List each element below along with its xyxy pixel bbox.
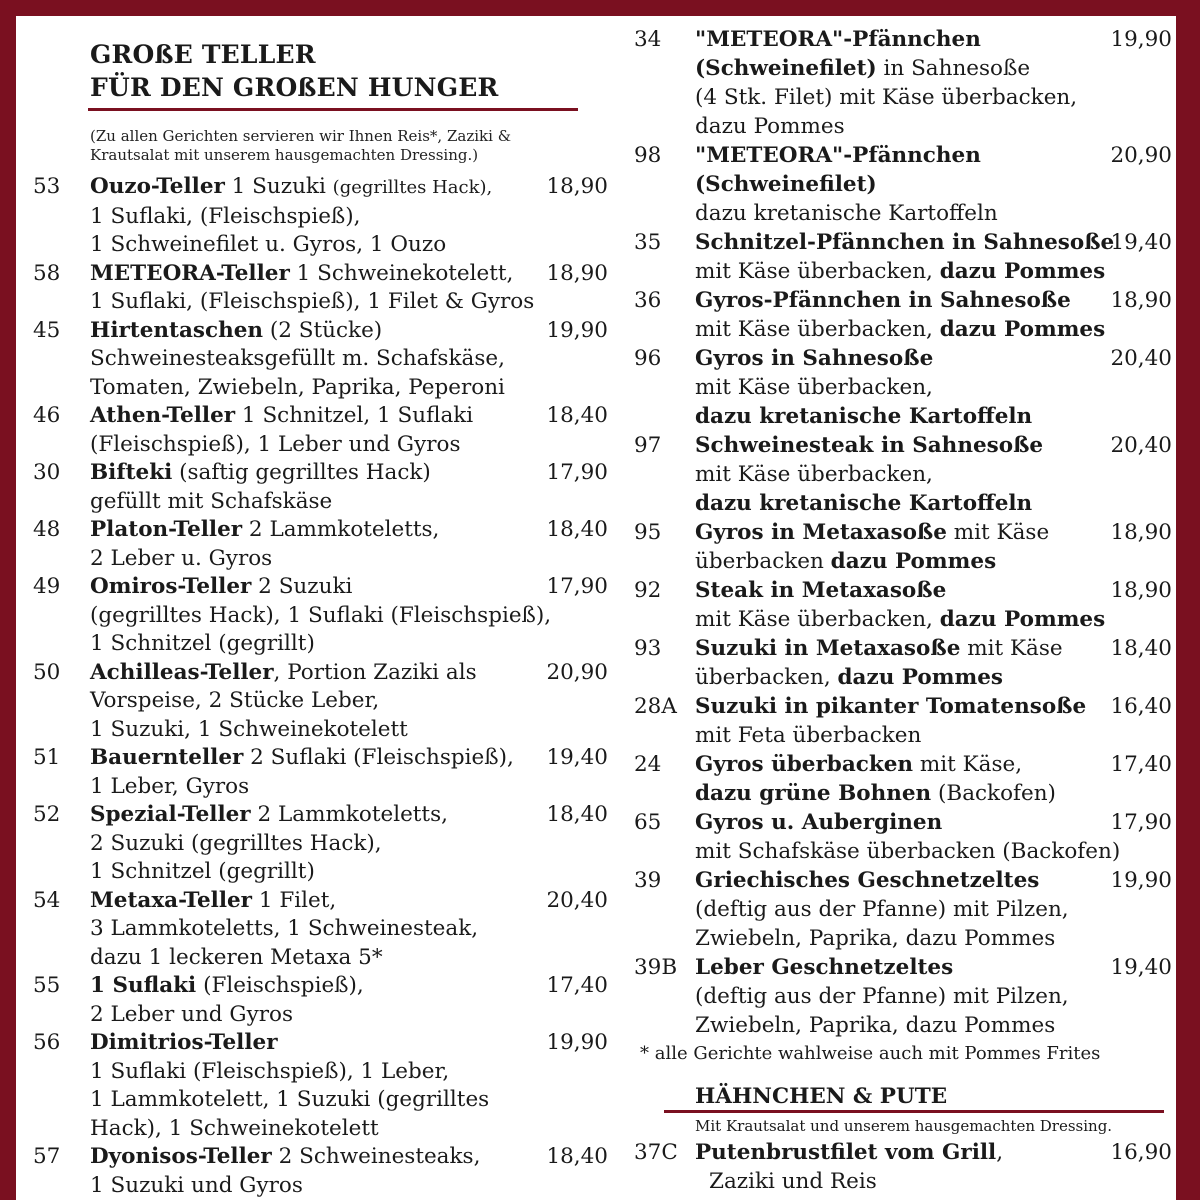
item-name: dazu grüne Bohnen xyxy=(695,781,932,806)
item-price: 18,90 xyxy=(546,174,608,199)
item-detail: 1 Schnitzel, 1 Suflaki xyxy=(235,403,474,428)
item-price: 16,40 xyxy=(1110,694,1172,719)
menu-item xyxy=(30,1143,608,1200)
menu-item xyxy=(620,25,1172,141)
item-highlight: dazu kretanische Kartoffeln xyxy=(695,491,1033,516)
item-number: 96 xyxy=(634,346,662,371)
item-first-line xyxy=(90,887,608,916)
item-number: 65 xyxy=(634,810,662,835)
item-detail: (Backofen) xyxy=(931,781,1056,806)
item-detail-line: 1 Suflaki, (Fleischspieß), xyxy=(90,203,361,229)
item-name: Schweinesteak in Sahnesoße xyxy=(695,433,1044,458)
item-name: Ouzo-Teller xyxy=(90,174,225,199)
item-price: 18,40 xyxy=(546,802,608,827)
item-name: Suzuki in Metaxasoße xyxy=(695,636,961,661)
item-line xyxy=(695,982,1172,1011)
item-line xyxy=(695,489,1172,518)
item-detail: überbacken xyxy=(695,549,831,574)
item-description xyxy=(90,887,608,973)
item-price: 18,40 xyxy=(546,517,608,542)
item-price: 19,90 xyxy=(546,317,608,343)
item-number: 92 xyxy=(634,578,662,603)
item-name: Bauernteller xyxy=(90,745,244,770)
menu-item xyxy=(30,459,608,516)
item-price: 20,40 xyxy=(1110,346,1172,371)
item-first-line xyxy=(90,573,608,602)
item-first-line xyxy=(90,459,608,488)
item-description xyxy=(90,1029,608,1143)
item-number: 49 xyxy=(33,574,61,599)
item-line xyxy=(695,83,1172,112)
item-price: 16,90 xyxy=(1110,1140,1172,1165)
item-description xyxy=(695,518,1172,576)
item-price: 18,90 xyxy=(1110,578,1172,603)
item-name: METEORA-Teller xyxy=(90,260,290,286)
item-first-line xyxy=(90,744,608,773)
item-name: 1 Suflaki xyxy=(90,973,197,998)
item-detail: mit Käse überbacken, xyxy=(695,607,940,632)
note-line-1: (Zu allen Gerichten servieren wir Ihnen Reis*, Zaziki & xyxy=(90,127,512,145)
item-first-line xyxy=(90,659,608,688)
item-description xyxy=(90,173,608,260)
menu-item xyxy=(30,659,608,745)
menu-item xyxy=(30,573,608,659)
item-detail-line: 1 Lammkotelett, 1 Suzuki (gegrilltes xyxy=(90,1087,490,1112)
item-line xyxy=(695,895,1172,924)
item-number: 36 xyxy=(634,288,662,313)
item-detail: (saftig gegrilltes Hack) xyxy=(172,460,431,485)
item-detail: (4 Stk. Filet) mit Käse überbacken, xyxy=(695,85,1078,110)
item-detail: 1 Filet, xyxy=(252,887,337,913)
item-line xyxy=(695,141,1172,170)
item-name: Omiros-Teller xyxy=(90,574,252,599)
item-detail: mit Käse überbacken, xyxy=(695,462,933,487)
item-detail: mit Käse xyxy=(946,520,1050,545)
item-price: 20,90 xyxy=(1110,143,1172,168)
menu-item xyxy=(620,866,1172,953)
note-line-2: Krautsalat mit unserem hausgemachten Dressing.) xyxy=(90,146,479,164)
item-detail: mit Käse überbacken, xyxy=(695,317,940,342)
item-description xyxy=(695,431,1172,518)
item-description xyxy=(90,402,608,459)
menu-item xyxy=(620,808,1172,866)
menu-item xyxy=(30,801,608,887)
item-line xyxy=(695,199,1172,228)
menu-item xyxy=(620,953,1172,1040)
item-description xyxy=(695,953,1172,1040)
section-note xyxy=(90,127,608,165)
item-description xyxy=(90,659,608,745)
item-name: Griechisches Geschnetzeltes xyxy=(695,868,1040,893)
item-number: 24 xyxy=(634,752,662,777)
item-line xyxy=(695,576,1172,605)
menu-item xyxy=(620,344,1172,431)
item-description xyxy=(695,141,1172,228)
item-line xyxy=(695,866,1172,895)
item-description xyxy=(90,317,608,403)
item-number: 28A xyxy=(634,694,677,719)
item-detail: 2 Suflaki (Fleischspieß), xyxy=(243,745,514,770)
item-line xyxy=(695,837,1172,866)
item-detail-small: (gegrilltes Hack), xyxy=(332,177,493,198)
menu-item xyxy=(620,286,1172,344)
menu-item xyxy=(30,887,608,973)
item-line xyxy=(695,431,1172,460)
item-price: 17,90 xyxy=(546,574,608,599)
item-first-line xyxy=(90,516,608,545)
item-detail-line: Zaziki und Reis xyxy=(709,1169,877,1194)
item-price: 18,40 xyxy=(1110,636,1172,661)
menu-item xyxy=(620,692,1172,750)
menu-item xyxy=(620,518,1172,576)
item-line xyxy=(695,228,1172,257)
item-price: 19,40 xyxy=(546,745,608,770)
menu-item xyxy=(620,141,1172,228)
item-number: 57 xyxy=(33,1144,61,1169)
item-number: 48 xyxy=(33,517,61,542)
item-detail: 1 Suzuki xyxy=(224,174,333,199)
item-name: Platon-Teller xyxy=(90,517,243,542)
item-line xyxy=(695,286,1172,315)
item-line xyxy=(695,315,1172,344)
item-price: 19,40 xyxy=(1110,955,1172,980)
item-line xyxy=(695,112,1172,141)
item-line xyxy=(695,779,1172,808)
item-line xyxy=(695,924,1172,953)
item-line xyxy=(695,460,1172,489)
subsection-heading: HÄHNCHEN & PUTE xyxy=(695,1084,948,1109)
item-detail: dazu kretanische Kartoffeln xyxy=(695,201,998,226)
item-number: 39B xyxy=(634,955,678,980)
item-name: Gyros in Sahnesoße xyxy=(695,346,934,371)
item-price: 17,90 xyxy=(1110,810,1172,835)
item-line xyxy=(695,634,1172,663)
item-line xyxy=(695,518,1172,547)
item-detail-line: (Fleischspieß), 1 Leber und Gyros xyxy=(90,431,461,457)
item-line xyxy=(695,663,1172,692)
menu-item xyxy=(30,402,608,459)
item-price: 18,40 xyxy=(546,403,608,428)
item-detail-line: 1 Suzuki und Gyros xyxy=(90,1172,303,1198)
menu-item xyxy=(620,228,1172,286)
item-detail: mit Käse überbacken, xyxy=(695,375,933,400)
item-name: "METEORA"-Pfännchen xyxy=(695,27,981,52)
item-name: Dimitrios-Teller xyxy=(90,1030,278,1055)
item-detail-line: Schweinesteaksgefüllt m. Schafskäse, xyxy=(90,346,505,371)
subsection-divider xyxy=(664,1110,1164,1113)
item-name: Metaxa-Teller xyxy=(90,887,253,913)
item-number: 46 xyxy=(33,403,61,428)
item-price: 19,90 xyxy=(1110,27,1172,52)
item-number: 93 xyxy=(634,636,662,661)
item-description xyxy=(695,692,1172,750)
menu-item xyxy=(620,576,1172,634)
item-price: 18,40 xyxy=(546,1144,608,1169)
footnote: * alle Gerichte wahlweise auch mit Pommes Frites xyxy=(640,1043,1101,1064)
left-column xyxy=(30,16,608,1200)
item-number: 54 xyxy=(33,887,61,913)
item-description xyxy=(695,228,1172,286)
menu-item xyxy=(30,1029,608,1143)
item-detail-line: 3 Lammkoteletts, 1 Schweinesteak, xyxy=(90,916,479,941)
heading-line-2: FÜR DEN GROßEN HUNGER xyxy=(90,73,499,102)
item-highlight: dazu kretanische Kartoffeln xyxy=(695,404,1033,429)
item-description xyxy=(695,344,1172,431)
item-number: 98 xyxy=(634,143,662,168)
item-description xyxy=(695,1138,1172,1196)
item-detail-line: 1 Suflaki (Fleischspieß), 1 Leber, xyxy=(90,1058,450,1084)
item-line xyxy=(695,25,1172,54)
item-price: 19,90 xyxy=(546,1030,608,1055)
item-detail: mit Käse überbacken, xyxy=(695,259,940,284)
item-number: 51 xyxy=(33,745,61,770)
item-name: (Schweinefilet) xyxy=(695,56,877,81)
section-heading xyxy=(90,38,608,104)
item-description xyxy=(695,25,1172,141)
item-price: 17,40 xyxy=(1110,752,1172,777)
item-number: 95 xyxy=(634,520,662,545)
menu-item xyxy=(30,260,608,317)
item-detail: mit Feta überbacken xyxy=(695,723,922,748)
item-name: Leber Geschnetzeltes xyxy=(695,955,954,980)
item-description xyxy=(695,576,1172,634)
item-detail: , xyxy=(996,1140,1004,1165)
item-detail-line: (gegrilltes Hack), 1 Suflaki (Fleischspieß), xyxy=(90,602,552,628)
item-price: 17,90 xyxy=(546,460,608,485)
heading-line-1: GROßE TELLER xyxy=(90,40,316,69)
item-line xyxy=(695,750,1172,779)
item-number: 58 xyxy=(33,260,61,286)
item-description xyxy=(90,573,608,659)
item-highlight: dazu Pommes xyxy=(939,317,1106,342)
item-detail: 2 Schweinesteaks, xyxy=(271,1144,481,1169)
item-first-line xyxy=(90,173,608,203)
item-detail: überbacken, xyxy=(695,665,838,690)
item-number: 52 xyxy=(33,802,61,827)
item-line xyxy=(695,808,1172,837)
item-detail-line: 1 Schnitzel (gegrillt) xyxy=(90,859,315,884)
menu-page xyxy=(16,16,1176,1200)
item-price: 18,90 xyxy=(1110,520,1172,545)
item-line xyxy=(695,373,1172,402)
item-number: 35 xyxy=(634,230,662,255)
item-detail-line: 1 Schnitzel (gegrillt) xyxy=(90,631,315,656)
item-detail-line: 1 Schweinefilet u. Gyros, 1 Ouzo xyxy=(90,232,447,257)
item-description xyxy=(90,972,608,1029)
item-detail-line: Tomaten, Zwiebeln, Paprika, Peperoni xyxy=(90,374,505,400)
item-line xyxy=(695,692,1172,721)
menu-item xyxy=(620,1138,1172,1196)
menu-item xyxy=(30,972,608,1029)
item-description xyxy=(695,286,1172,344)
item-detail: in Sahnesoße xyxy=(876,56,1031,81)
item-description xyxy=(90,744,608,801)
item-detail-line: Vorspeise, 2 Stücke Leber, xyxy=(90,688,380,713)
right-column xyxy=(620,16,1172,1196)
item-price: 18,90 xyxy=(546,260,608,286)
menu-item xyxy=(30,744,608,801)
item-detail: , Portion Zaziki als xyxy=(273,659,477,685)
item-line xyxy=(695,547,1172,576)
item-name: Achilleas-Teller xyxy=(90,659,274,685)
item-name: Spezial-Teller xyxy=(90,802,251,827)
item-price: 20,40 xyxy=(546,887,608,913)
left-menu-list xyxy=(30,173,608,1200)
item-number: 56 xyxy=(33,1030,61,1055)
item-price: 17,40 xyxy=(546,973,608,998)
item-line xyxy=(695,344,1172,373)
item-first-line xyxy=(90,1029,608,1058)
heading-divider xyxy=(88,108,578,111)
item-description xyxy=(90,459,608,516)
item-highlight: dazu Pommes xyxy=(939,259,1106,284)
item-highlight: dazu Pommes xyxy=(837,665,1004,690)
item-name: "METEORA"-Pfännchen xyxy=(695,143,981,168)
item-first-line xyxy=(90,317,608,346)
item-description xyxy=(90,516,608,573)
item-description xyxy=(90,260,608,317)
item-name: Schnitzel-Pfännchen in Sahnesoße xyxy=(695,230,1115,255)
item-name: Athen-Teller xyxy=(90,403,236,428)
item-highlight: dazu Pommes xyxy=(939,607,1106,632)
item-number: 97 xyxy=(634,433,662,458)
item-detail-line: 1 Suflaki, (Fleischspieß), 1 Filet & Gyros xyxy=(90,289,535,314)
item-name: Hirtentaschen xyxy=(90,317,264,343)
item-name: Gyros u. Auberginen xyxy=(695,810,943,835)
item-description xyxy=(695,808,1172,866)
item-description xyxy=(90,1143,608,1200)
menu-item xyxy=(620,750,1172,808)
item-name: Bifteki xyxy=(90,460,173,485)
item-number: 30 xyxy=(33,460,61,485)
item-detail-line: 2 Suzuki (gegrilltes Hack), xyxy=(90,830,382,856)
item-detail: dazu Pommes xyxy=(695,114,845,139)
item-name: Dyonisos-Teller xyxy=(90,1144,272,1169)
menu-item xyxy=(620,634,1172,692)
item-number: 50 xyxy=(33,659,61,685)
item-detail-line: gefüllt mit Schafskäse xyxy=(90,488,333,514)
item-name: Steak in Metaxasoße xyxy=(695,578,947,603)
item-description xyxy=(695,634,1172,692)
item-line xyxy=(695,605,1172,634)
item-detail: (Fleischspieß), xyxy=(196,973,364,998)
item-detail: Zwiebeln, Paprika, dazu Pommes xyxy=(695,1013,1056,1038)
item-detail-line: 2 Leber und Gyros xyxy=(90,1001,293,1027)
item-detail-line: 1 Suzuki, 1 Schweinekotelett xyxy=(90,716,408,742)
item-first-line xyxy=(90,801,608,830)
item-number: 37C xyxy=(634,1140,678,1165)
item-detail: (2 Stücke) xyxy=(263,317,383,343)
item-price: 18,90 xyxy=(1110,288,1172,313)
menu-item xyxy=(620,431,1172,518)
item-price: 20,40 xyxy=(1110,433,1172,458)
item-detail-line: Hack), 1 Schweinekotelett xyxy=(90,1115,379,1141)
item-detail: 1 Schweinekotelett, xyxy=(289,260,514,286)
item-line xyxy=(695,1011,1172,1040)
item-name: (Schweinefilet) xyxy=(695,172,877,197)
item-price: 20,90 xyxy=(546,659,608,685)
item-name: Gyros-Pfännchen in Sahnesoße xyxy=(695,288,1071,313)
right-menu-list xyxy=(620,25,1172,1040)
item-detail: Zwiebeln, Paprika, dazu Pommes xyxy=(695,926,1056,951)
item-price: 19,90 xyxy=(1110,868,1172,893)
item-description xyxy=(695,866,1172,953)
item-detail: mit Käse, xyxy=(913,752,1023,777)
item-detail: (deftig aus der Pfanne) mit Pilzen, xyxy=(695,984,1069,1009)
item-detail: (deftig aus der Pfanne) mit Pilzen, xyxy=(695,897,1069,922)
item-detail-line: 1 Leber, Gyros xyxy=(90,773,250,799)
item-name: Gyros in Metaxasoße xyxy=(695,520,947,545)
item-detail: mit Käse xyxy=(960,636,1063,661)
item-detail: mit Schafskäse überbacken (Backofen) xyxy=(695,839,1121,864)
item-first-line xyxy=(90,260,608,289)
subsection-note: Mit Krautsalat und unserem hausgemachten Dressing. xyxy=(695,1117,1113,1135)
item-first-line xyxy=(90,402,608,431)
item-description xyxy=(90,801,608,887)
menu-item xyxy=(30,173,608,260)
item-price: 19,40 xyxy=(1110,230,1172,255)
item-highlight: dazu Pommes xyxy=(830,549,997,574)
item-detail: 2 Suzuki xyxy=(251,574,353,599)
menu-item xyxy=(30,317,608,403)
item-number: 45 xyxy=(33,317,61,343)
item-first-line xyxy=(90,972,608,1001)
item-number: 39 xyxy=(634,868,662,893)
item-first-line xyxy=(90,1143,608,1172)
item-number: 55 xyxy=(33,973,61,998)
item-detail-line: 2 Leber u. Gyros xyxy=(90,545,273,571)
item-detail-line: dazu 1 leckeren Metaxa 5* xyxy=(90,944,383,970)
item-number: 53 xyxy=(33,174,61,199)
item-line xyxy=(695,721,1172,750)
item-name: Gyros überbacken xyxy=(695,752,914,777)
menu-item xyxy=(30,516,608,573)
item-line xyxy=(695,257,1172,286)
item-line xyxy=(695,953,1172,982)
item-line xyxy=(695,54,1172,83)
item-number: 34 xyxy=(634,27,662,52)
item-line xyxy=(695,170,1172,199)
item-line xyxy=(695,402,1172,431)
item-detail: 2 Lammkoteletts, xyxy=(250,802,448,827)
item-name: Suzuki in pikanter Tomatensoße xyxy=(695,694,1087,719)
item-detail: 2 Lammkoteletts, xyxy=(242,517,440,542)
item-description xyxy=(695,750,1172,808)
item-name: Putenbrustfilet vom Grill xyxy=(695,1140,997,1165)
